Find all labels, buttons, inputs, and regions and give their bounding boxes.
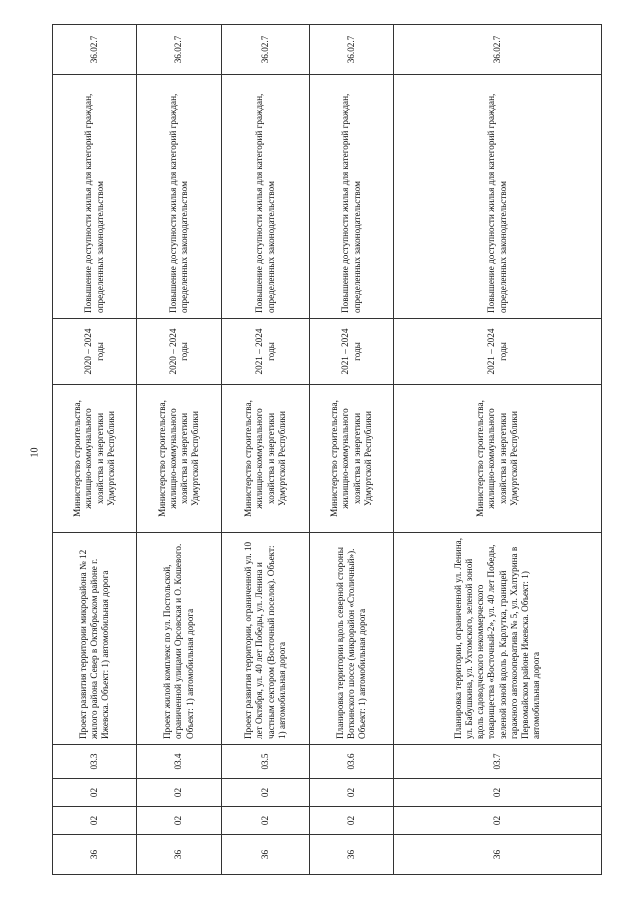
cell-goal: Повышение доступности жилья для категорий граждан, определенных законодательством xyxy=(53,75,137,319)
cell-m: 03.4 xyxy=(137,745,222,779)
cell-om: 02 xyxy=(137,779,222,807)
cell-object: Планировка территории вдоль северной стороны Воткинского шоссе (микрорайон «Столичный»). Объект: 1) автомобильная дорога xyxy=(310,533,394,745)
cell-pp: 02 xyxy=(394,807,602,835)
cell-om: 02 xyxy=(394,779,602,807)
page-number: 10 xyxy=(29,447,41,457)
cell-code: 36.02.7 xyxy=(53,25,137,75)
cell-goal: Повышение доступности жилья для категорий граждан, определенных законодательством xyxy=(222,75,310,319)
table-row xyxy=(222,25,310,875)
program-table xyxy=(52,24,602,875)
cell-m: 03.6 xyxy=(310,745,394,779)
cell-pp: 02 xyxy=(310,807,394,835)
rotated-table-area xyxy=(52,25,601,875)
table-row xyxy=(137,25,222,875)
cell-goal: Повышение доступности жилья для категорий граждан, определенных законодательством xyxy=(137,75,222,319)
cell-code: 36.02.7 xyxy=(137,25,222,75)
cell-code: 36.02.7 xyxy=(222,25,310,75)
cell-om: 02 xyxy=(310,779,394,807)
cell-ministry: Министерство строительства, жилищно-коммунального хозяйства и энергетики Удмуртской Республики xyxy=(222,385,310,533)
cell-years: 2021 – 2024 годы xyxy=(310,319,394,385)
cell-object: Проект развития территории, ограниченной ул. 10 лет Октября, ул. 40 лет Победы, ул. Ленина и частным сектором (Восточный поселок). Объект: 1) автомобильная дорога xyxy=(222,533,310,745)
cell-m: 03.5 xyxy=(222,745,310,779)
cell-years: 2020 – 2024 годы xyxy=(137,319,222,385)
cell-ministry: Министерство строительства, жилищно-коммунального хозяйства и энергетики Удмуртской Республики xyxy=(310,385,394,533)
cell-gp: 36 xyxy=(394,835,602,875)
table-frame xyxy=(52,25,601,875)
cell-years: 2021 – 2024 годы xyxy=(394,319,602,385)
cell-object: Проект развития территории микрорайона № 12 жилого района Север в Октябрьском районе г. Ижевска. Объект: 1) автомобильная дорога xyxy=(53,533,137,745)
cell-goal: Повышение доступности жилья для категорий граждан, определенных законодательством xyxy=(394,75,602,319)
cell-gp: 36 xyxy=(53,835,137,875)
cell-object: Планировка территории, ограниченной ул. Ленина, ул. Бабушкина, ул. Ухтомского, зеленой зоной вдоль садоводческого некоммерческого товарищества «Восточный-2», ул. 40 лет Победы, зеленой зоной вдоль р. Карлутка, границей гаражного автокооператива № 5, ул. Халтурина в Первомайском районе Ижевска. Объект: 1) автомобильная дорога xyxy=(394,533,602,745)
cell-m: 03.3 xyxy=(53,745,137,779)
table-row xyxy=(53,25,137,875)
cell-ministry: Министерство строительства, жилищно-коммунального хозяйства и энергетики Удмуртской Республики xyxy=(394,385,602,533)
cell-ministry: Министерство строительства, жилищно-коммунального хозяйства и энергетики Удмуртской Республики xyxy=(53,385,137,533)
cell-pp: 02 xyxy=(137,807,222,835)
cell-years: 2020 – 2024 годы xyxy=(53,319,137,385)
cell-m: 03.7 xyxy=(394,745,602,779)
cell-object: Проект жилой комплекс по ул. Постольской, ограниченной улицами Орсовская и О. Кошевого. Объект: 1) автомобильная дорога xyxy=(137,533,222,745)
cell-code: 36.02.7 xyxy=(310,25,394,75)
cell-pp: 02 xyxy=(222,807,310,835)
cell-pp: 02 xyxy=(53,807,137,835)
cell-ministry: Министерство строительства, жилищно-коммунального хозяйства и энергетики Удмуртской Республики xyxy=(137,385,222,533)
cell-code: 36.02.7 xyxy=(394,25,602,75)
cell-om: 02 xyxy=(53,779,137,807)
cell-gp: 36 xyxy=(137,835,222,875)
table-row xyxy=(394,25,602,875)
cell-goal: Повышение доступности жилья для категорий граждан, определенных законодательством xyxy=(310,75,394,319)
table-row xyxy=(310,25,394,875)
cell-gp: 36 xyxy=(310,835,394,875)
cell-gp: 36 xyxy=(222,835,310,875)
cell-om: 02 xyxy=(222,779,310,807)
cell-years: 2021 – 2024 годы xyxy=(222,319,310,385)
